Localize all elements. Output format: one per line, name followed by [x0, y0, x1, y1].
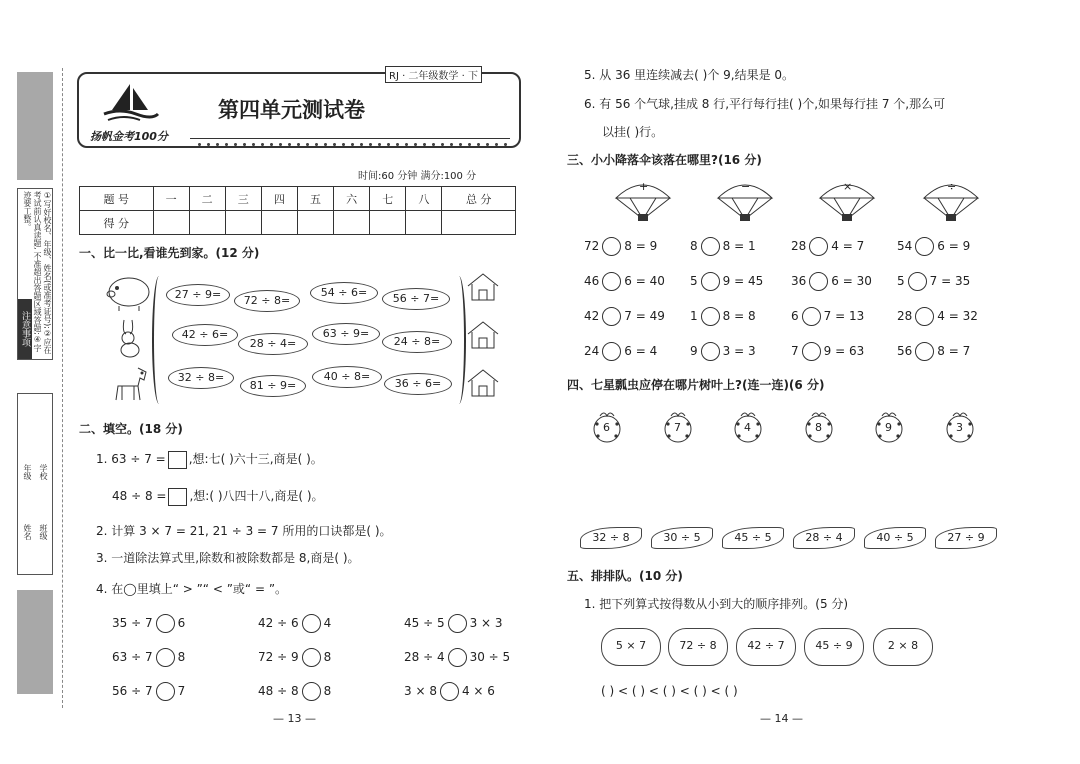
race-oval: 81 ÷ 9=: [240, 375, 306, 397]
op-right: 7 = 35: [929, 274, 971, 288]
side-gray-block-top: [17, 72, 53, 180]
page-number-left: — 13 —: [273, 712, 316, 725]
race-oval: 40 ÷ 8=: [312, 366, 382, 388]
op-circle[interactable]: [701, 237, 720, 256]
compare-right: 8: [323, 650, 332, 664]
ladybug-number: 4: [744, 421, 751, 434]
op-equation: [897, 307, 978, 326]
op-circle[interactable]: [915, 307, 934, 326]
compare-circle[interactable]: [156, 682, 175, 701]
compare-item: [112, 648, 185, 667]
op-left: 8: [690, 239, 698, 253]
bracket-right: [452, 276, 466, 404]
section2-title: 二、填空。(18 分): [79, 422, 183, 436]
notice-text: ①写好校名、年级、姓名(或准考证号);②应在考试前认真读题, 不准超出答题区域答题;④字迹要工整。: [23, 191, 52, 354]
field-school: 学校: [39, 464, 48, 480]
op-equation: [584, 342, 657, 361]
op-equation: [791, 307, 864, 326]
dot-line: [195, 143, 510, 146]
cloud-card: 5 × 7: [601, 628, 661, 666]
fill-q4: 4. 在◯里填上“ > ”“ < ”或“ = ”。: [96, 582, 288, 596]
score-cell[interactable]: [334, 211, 370, 235]
parachute-op: +: [639, 180, 649, 193]
op-left: 6: [791, 309, 799, 323]
header-rule: [190, 138, 510, 139]
op-circle[interactable]: [915, 237, 934, 256]
race-oval: 24 ÷ 8=: [382, 331, 452, 353]
compare-item: [404, 648, 510, 667]
op-left: 42: [584, 309, 600, 323]
house-icon: [466, 368, 500, 398]
fill-q1b-pre: 48 ÷ 8 =: [112, 489, 167, 503]
cloud-card: 45 ÷ 9: [804, 628, 864, 666]
op-left: 9: [690, 344, 698, 358]
op-circle[interactable]: [802, 307, 821, 326]
op-left: 72: [584, 239, 600, 253]
op-right: 8 = 7: [937, 344, 971, 358]
ladybug-number: 3: [956, 421, 963, 434]
op-right: 8 = 9: [624, 239, 658, 253]
fill-q1b: [112, 487, 324, 506]
compare-right: 30 ÷ 5: [469, 650, 511, 664]
op-right: 3 = 3: [722, 344, 756, 358]
table-header: 一: [153, 187, 189, 211]
compare-circle[interactable]: [448, 648, 467, 667]
op-equation: [690, 272, 763, 291]
compare-left: 48 ÷ 8: [258, 684, 299, 698]
op-equation: [584, 307, 665, 326]
op-right: 4 = 32: [937, 309, 978, 323]
field-class: 班级: [39, 524, 48, 540]
parachute-op: ÷: [947, 180, 957, 193]
op-right: 7 = 49: [624, 309, 665, 323]
op-right: 6 = 30: [831, 274, 872, 288]
compare-left: 3 × 8: [404, 684, 437, 698]
section1-title: 一、比一比,看谁先到家。(12 分): [79, 246, 260, 260]
race-oval: 72 ÷ 8=: [234, 290, 300, 312]
compare-right: 4 × 6: [461, 684, 495, 698]
leaf[interactable]: 45 ÷ 5: [722, 527, 784, 549]
score-cell[interactable]: [442, 211, 516, 235]
table-header: 二: [189, 187, 225, 211]
op-equation: [897, 342, 970, 361]
op-left: 1: [690, 309, 698, 323]
compare-circle[interactable]: [302, 648, 321, 667]
op-circle[interactable]: [602, 237, 621, 256]
bracket-left: [152, 276, 166, 404]
compare-item: [112, 614, 185, 633]
compare-right: 8: [323, 684, 332, 698]
op-equation: [584, 237, 657, 256]
ladybug[interactable]: [592, 410, 622, 440]
section3-title: 三、小小降落伞该落在哪里?(16 分): [567, 153, 762, 167]
compare-left: 45 ÷ 5: [404, 616, 445, 630]
op-circle[interactable]: [602, 272, 621, 291]
ladybug[interactable]: [945, 410, 975, 440]
ladybug[interactable]: [874, 410, 904, 440]
fill-q6b: 以挂( )行。: [602, 125, 664, 139]
cloud-card: 2 × 8: [873, 628, 933, 666]
leaf[interactable]: 40 ÷ 5: [864, 527, 926, 549]
ladybug-number: 7: [674, 421, 681, 434]
op-left: 24: [584, 344, 600, 358]
op-right: 6 = 4: [624, 344, 658, 358]
compare-circle[interactable]: [440, 682, 459, 701]
section4-title: 四、七星瓢虫应停在哪片树叶上?(连一连)(6 分): [567, 378, 825, 392]
table-header: 六: [334, 187, 370, 211]
compare-item: [112, 682, 185, 701]
op-equation: [690, 342, 756, 361]
compare-left: 72 ÷ 9: [258, 650, 299, 664]
compare-item: [404, 614, 503, 633]
compare-right: 3 × 3: [469, 616, 503, 630]
fill-q5: 5. 从 36 里连续减去( )个 9,结果是 0。: [584, 68, 795, 82]
op-right: 9 = 45: [722, 274, 764, 288]
score-table: [79, 186, 516, 235]
section5-q1: 1. 把下列算式按得数从小到大的顺序排列。(5 分): [584, 597, 849, 611]
op-equation: [690, 307, 756, 326]
parachute-plus: [614, 180, 672, 222]
op-equation: [791, 272, 872, 291]
answer-box[interactable]: [168, 451, 187, 469]
table-header: 总 分: [442, 187, 516, 211]
race-oval: 63 ÷ 9=: [312, 323, 380, 345]
op-right: 4 = 7: [831, 239, 865, 253]
table-header: 七: [370, 187, 406, 211]
op-equation: [897, 237, 970, 256]
op-circle[interactable]: [602, 307, 621, 326]
ladybug[interactable]: [804, 410, 834, 440]
ladybug-number: 6: [603, 421, 610, 434]
field-grade: 年级: [23, 464, 32, 480]
op-right: 9 = 63: [823, 344, 865, 358]
op-equation: [897, 272, 970, 291]
table-header: 五: [297, 187, 333, 211]
compare-circle[interactable]: [448, 614, 467, 633]
compare-left: 56 ÷ 7: [112, 684, 153, 698]
table-header: 三: [225, 187, 261, 211]
op-right: 7 = 13: [823, 309, 865, 323]
compare-right: 8: [177, 650, 186, 664]
animal-pig-icon: [105, 272, 153, 312]
op-circle[interactable]: [915, 342, 934, 361]
op-left: 5: [897, 274, 905, 288]
op-circle[interactable]: [701, 307, 720, 326]
op-equation: [584, 272, 665, 291]
section5-title: 五、排排队。(10 分): [567, 569, 683, 583]
op-left: 5: [690, 274, 698, 288]
fill-q1b-post: ,想:( )八四十八,商是( )。: [189, 489, 324, 503]
leaf[interactable]: 27 ÷ 9: [935, 527, 997, 549]
fill-q2: 2. 计算 3 × 7 = 21, 21 ÷ 3 = 7 所用的口诀都是( )。: [96, 524, 392, 538]
compare-left: 42 ÷ 6: [258, 616, 299, 630]
fill-q1a-post: ,想:七( )六十三,商是( )。: [188, 452, 323, 466]
side-gray-block-bottom: [17, 590, 53, 694]
cloud-card: 72 ÷ 8: [668, 628, 728, 666]
ladybug-number: 9: [885, 421, 892, 434]
animal-rabbit-icon: [112, 318, 148, 360]
race-oval: 54 ÷ 6=: [310, 282, 378, 304]
fill-q1a: [96, 450, 323, 469]
ladybug[interactable]: [733, 410, 763, 440]
op-circle[interactable]: [908, 272, 927, 291]
race-oval: 32 ÷ 8=: [168, 367, 234, 389]
page-number-right: — 14 —: [760, 712, 803, 725]
leaf[interactable]: 30 ÷ 5: [651, 527, 713, 549]
fill-q1a-pre: 1. 63 ÷ 7 =: [96, 452, 166, 466]
leaf[interactable]: 28 ÷ 4: [793, 527, 855, 549]
table-header: 题 号: [80, 187, 154, 211]
compare-item: [404, 682, 495, 701]
op-circle[interactable]: [701, 272, 720, 291]
compare-right: 4: [323, 616, 332, 630]
race-oval: 27 ÷ 9=: [166, 284, 230, 306]
op-circle[interactable]: [602, 342, 621, 361]
race-oval: 56 ÷ 7=: [382, 288, 450, 310]
op-left: 7: [791, 344, 799, 358]
op-equation: [690, 237, 756, 256]
house-icon: [466, 272, 500, 302]
ladybug-number: 8: [815, 421, 822, 434]
op-circle[interactable]: [809, 272, 828, 291]
score-cell[interactable]: [153, 211, 189, 235]
notice-label: 注意事项: [18, 299, 32, 359]
compare-item: [258, 614, 331, 633]
answer-box[interactable]: [168, 488, 187, 506]
score-cell[interactable]: [297, 211, 333, 235]
op-circle[interactable]: [809, 237, 828, 256]
score-cell[interactable]: [189, 211, 225, 235]
page-title: 第四单元测试卷: [218, 97, 365, 122]
op-left: 54: [897, 239, 913, 253]
compare-circle[interactable]: [302, 682, 321, 701]
score-cell[interactable]: [261, 211, 297, 235]
op-right: 6 = 40: [624, 274, 665, 288]
ladybug[interactable]: [663, 410, 693, 440]
sailboat-logo: [100, 80, 160, 128]
brand-text: 扬帆金考100分: [90, 130, 168, 143]
race-oval: 28 ÷ 4=: [238, 333, 308, 355]
field-name: 姓名: [23, 524, 32, 540]
house-icon: [466, 320, 500, 350]
op-right: 8 = 8: [722, 309, 756, 323]
animal-horse-icon: [108, 364, 152, 406]
compare-circle[interactable]: [302, 614, 321, 633]
leaf[interactable]: 32 ÷ 8: [580, 527, 642, 549]
op-equation: [791, 237, 864, 256]
order-answer-line[interactable]: ( ) < ( ) < ( ) < ( ) < ( ): [601, 684, 738, 698]
table-header: 八: [406, 187, 442, 211]
parachute-minus: [716, 180, 774, 222]
table-header: 四: [261, 187, 297, 211]
op-circle[interactable]: [701, 342, 720, 361]
score-row-label: 得 分: [80, 211, 154, 235]
fill-q3: 3. 一道除法算式里,除数和被除数都是 8,商是( )。: [96, 551, 360, 565]
score-cell[interactable]: [406, 211, 442, 235]
op-left: 46: [584, 274, 600, 288]
op-circle[interactable]: [802, 342, 821, 361]
compare-item: [258, 682, 331, 701]
compare-circle[interactable]: [156, 648, 175, 667]
compare-item: [258, 648, 331, 667]
time-info: 时间:60 分钟 满分:100 分: [358, 171, 477, 182]
op-left: 28: [791, 239, 807, 253]
compare-circle[interactable]: [156, 614, 175, 633]
race-oval: 36 ÷ 6=: [384, 373, 452, 395]
race-oval: 42 ÷ 6=: [172, 324, 238, 346]
compare-right: 7: [177, 684, 186, 698]
score-cell[interactable]: [225, 211, 261, 235]
compare-left: 35 ÷ 7: [112, 616, 153, 630]
op-left: 28: [897, 309, 913, 323]
parachute-divide: [922, 180, 980, 222]
compare-right: 6: [177, 616, 186, 630]
compare-left: 63 ÷ 7: [112, 650, 153, 664]
compare-left: 28 ÷ 4: [404, 650, 445, 664]
score-cell[interactable]: [370, 211, 406, 235]
op-left: 56: [897, 344, 913, 358]
cloud-card: 42 ÷ 7: [736, 628, 796, 666]
book-tag: RJ · 二年级数学 · 下: [385, 66, 482, 83]
op-left: 36: [791, 274, 807, 288]
parachute-op: ×: [843, 180, 853, 193]
op-right: 6 = 9: [937, 239, 971, 253]
op-right: 8 = 1: [722, 239, 756, 253]
op-equation: [791, 342, 864, 361]
parachute-times: [818, 180, 876, 222]
parachute-op: −: [741, 180, 751, 193]
notice-box: [17, 188, 53, 360]
fill-q6a: 6. 有 56 个气球,挂成 8 行,平行每行挂( )个,如果每行挂 7 个,那么可: [584, 97, 946, 111]
binding-line: [62, 68, 63, 708]
student-info-box: [17, 393, 53, 575]
